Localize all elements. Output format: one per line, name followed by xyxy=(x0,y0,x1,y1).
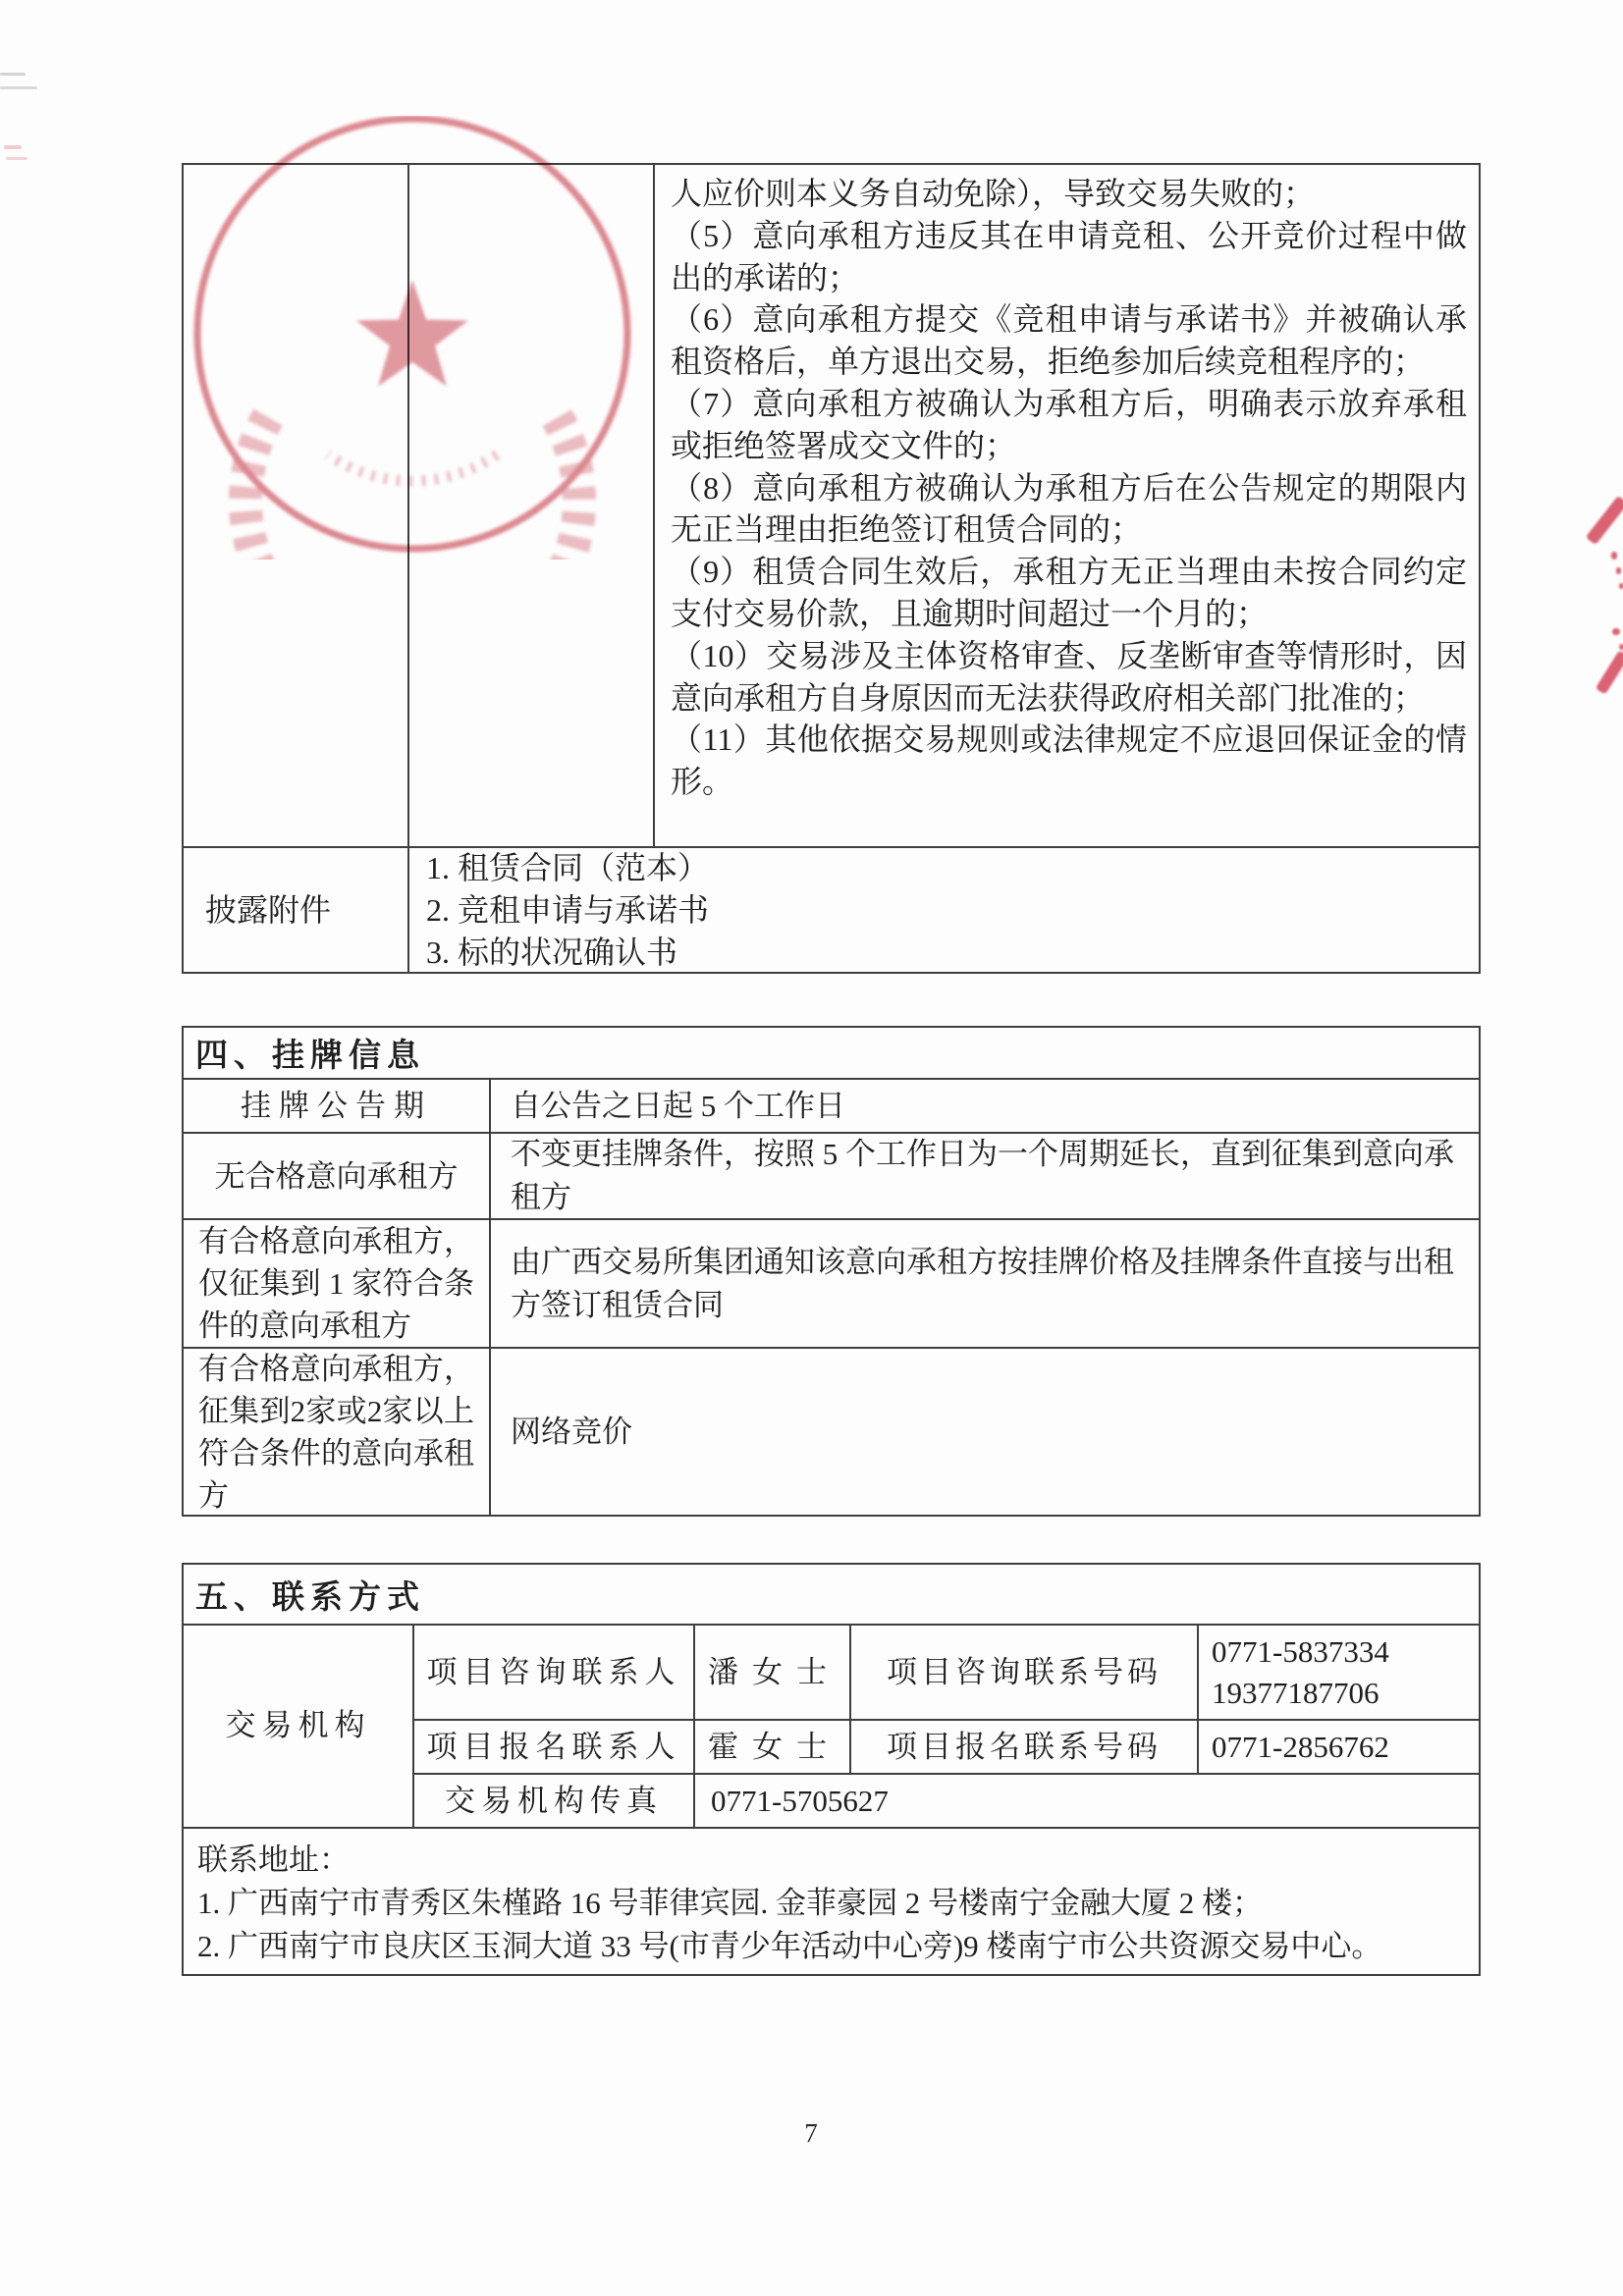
table-listing-info xyxy=(182,1026,1481,1517)
consult-contact-name: 潘女士 xyxy=(708,1655,840,1689)
consult-phone-label: 项目咨询联系号码 xyxy=(887,1655,1162,1689)
signup-phone-value-cell xyxy=(1199,1721,1479,1773)
clauses-list-item: （11）其他依据交易规则或法律规定不应退回保证金的情形。 xyxy=(671,721,1467,800)
t2-row2-value-cell xyxy=(491,1134,1479,1218)
t2-row2-value: 不变更挂牌条件，按照 5 个工作日为一个周期延长，直到征集到意向承租方 xyxy=(511,1137,1454,1214)
address-list-item: 1. 广西南宁市青秀区朱槿路 16 号菲律宾园. 金菲豪园 2 号楼南宁金融大厦 2 楼； xyxy=(197,1886,1263,1920)
address-block xyxy=(184,1829,1479,1974)
listing-info-title: 四、挂牌信息 xyxy=(195,1039,425,1074)
consult-phone-value-cell xyxy=(1199,1626,1479,1719)
t2-row1-label-cell xyxy=(184,1080,489,1132)
clauses-list-item: （6）意向承租方提交《竞租申请与承诺书》并被确认承租资格后，单方退出交易，拒绝参加后续竞租程序的； xyxy=(671,301,1467,380)
t2-row2-label-cell xyxy=(184,1134,489,1218)
clauses-list-item: （5）意向承租方违反其在申请竞租、公开竞价过程中做出的承诺的； xyxy=(671,217,1467,295)
t2-row4-value-cell xyxy=(491,1349,1479,1515)
org-label-cell xyxy=(184,1624,412,1827)
t2-row1-value-cell xyxy=(491,1080,1479,1132)
attachments-list-item: 2. 竞租申请与承诺书 xyxy=(426,891,710,928)
edge-stamp-dot-5 xyxy=(1619,644,1623,650)
edge-stamp-stroke-2 xyxy=(1596,650,1623,694)
attachments-list xyxy=(426,847,709,974)
consult-contact-label: 项目咨询联系人 xyxy=(426,1655,681,1689)
star-icon xyxy=(356,280,468,387)
official-seal-stamp xyxy=(189,116,638,560)
fax-value-cell xyxy=(695,1775,1479,1827)
address-label: 联系地址： xyxy=(197,1842,350,1877)
fax-label-cell xyxy=(414,1775,693,1827)
signup-phone-label-cell xyxy=(851,1721,1197,1773)
attachments-list-item: 3. 标的状况确认书 xyxy=(426,934,678,970)
consult-phone-label-cell xyxy=(851,1626,1197,1719)
address-list xyxy=(197,1882,1469,1968)
t2-row4-label: 有合格意向承租方，征集到2家或2家以上符合条件的意向承租方 xyxy=(198,1351,474,1513)
signup-contact-name: 霍女士 xyxy=(708,1730,840,1764)
scan-artifact-red-1 xyxy=(4,145,22,149)
signup-contact-label-cell xyxy=(414,1721,693,1773)
t2-row3-value-cell xyxy=(491,1220,1479,1347)
org-label: 交易机构 xyxy=(225,1708,371,1742)
listing-info-header-cell xyxy=(184,1028,1479,1078)
signup-contact-name-cell xyxy=(695,1721,849,1773)
edge-stamp-dot-1 xyxy=(1611,552,1617,560)
attachments-cell xyxy=(409,848,1479,972)
consult-contact-name-cell xyxy=(695,1626,849,1719)
fax-label: 交易机构传真 xyxy=(445,1784,663,1818)
clauses-list-item: （10）交易涉及主体资格审查、反垄断审查等情形时，因意向承租方自身原因而无法获得政府相关部门批准的； xyxy=(671,637,1467,716)
seal-graphics xyxy=(197,119,627,560)
clauses-list-item: （9）租赁合同生效后，承租方无正当理由未按合同约定支付交易价款，且逾期时间超过一个月的； xyxy=(671,554,1467,631)
t2-row2-label: 无合格意向承租方 xyxy=(214,1158,459,1194)
t2-row3-value: 由广西交易所集团通知该意向承租方按挂牌价格及挂牌条件直接与出租方签订租赁合同 xyxy=(511,1244,1454,1322)
attachments-label: 披露附件 xyxy=(205,891,332,928)
t2-row3-label: 有合格意向承租方，仅征集到 1 家符合条件的意向承租方 xyxy=(198,1224,474,1343)
scan-artifact-gray-2 xyxy=(0,86,37,89)
clauses-list-item: （7）意向承租方被确认为承租方后，明确表示放弃承租或拒绝签署成交文件的； xyxy=(671,385,1467,463)
edge-stamp-stroke-1 xyxy=(1586,496,1623,546)
clauses-list xyxy=(671,173,1467,803)
t2-row4-label-cell xyxy=(184,1349,489,1515)
edge-stamp-dot-2 xyxy=(1616,567,1621,574)
scan-artifact-gray-1 xyxy=(0,73,26,76)
consult-contact-label-cell xyxy=(414,1626,693,1719)
consult-phone-1: 0771-5837334 xyxy=(1212,1633,1389,1669)
contact-header-cell xyxy=(184,1565,1479,1624)
seal-arc-digits xyxy=(328,454,497,481)
edge-stamp-dot-3 xyxy=(1619,583,1623,589)
table-contact-info xyxy=(182,1563,1481,1976)
attachments-label-cell xyxy=(184,848,407,972)
signup-phone-label: 项目报名联系号码 xyxy=(887,1730,1162,1764)
fax-value: 0771-5705627 xyxy=(711,1784,889,1818)
signup-phone: 0771-2856762 xyxy=(1212,1730,1389,1764)
scan-artifact-red-2 xyxy=(6,157,27,160)
attachments-list-item: 1. 租赁合同（范本） xyxy=(426,849,710,885)
clauses-cell xyxy=(655,165,1479,846)
page-number: 7 xyxy=(804,2118,818,2148)
clauses-list-item: （8）意向承租方被确认为承租方后在公告规定的期限内无正当理由拒绝签订租赁合同的； xyxy=(671,469,1467,548)
t2-row1-label: 挂牌公告期 xyxy=(241,1089,432,1123)
t2-row3-label-cell xyxy=(184,1220,489,1347)
clauses-list-item: 人应价则本义务自动免除），导致交易失败的； xyxy=(671,176,1316,211)
seal-arc-text xyxy=(245,417,579,560)
edge-stamp-dot-4 xyxy=(1612,628,1620,635)
signup-contact-label: 项目报名联系人 xyxy=(426,1730,681,1764)
address-list-item: 2. 广西南宁市良庆区玉洞大道 33 号(市青少年活动中心旁)9 楼南宁市公共资源交易中心。 xyxy=(197,1929,1382,1963)
consult-phone-2: 19377187706 xyxy=(1212,1675,1380,1710)
t2-row1-value: 自公告之日起 5 个工作日 xyxy=(511,1089,845,1123)
contact-title: 五、联系方式 xyxy=(195,1579,425,1616)
t2-row4-value: 网络竞价 xyxy=(511,1415,632,1449)
